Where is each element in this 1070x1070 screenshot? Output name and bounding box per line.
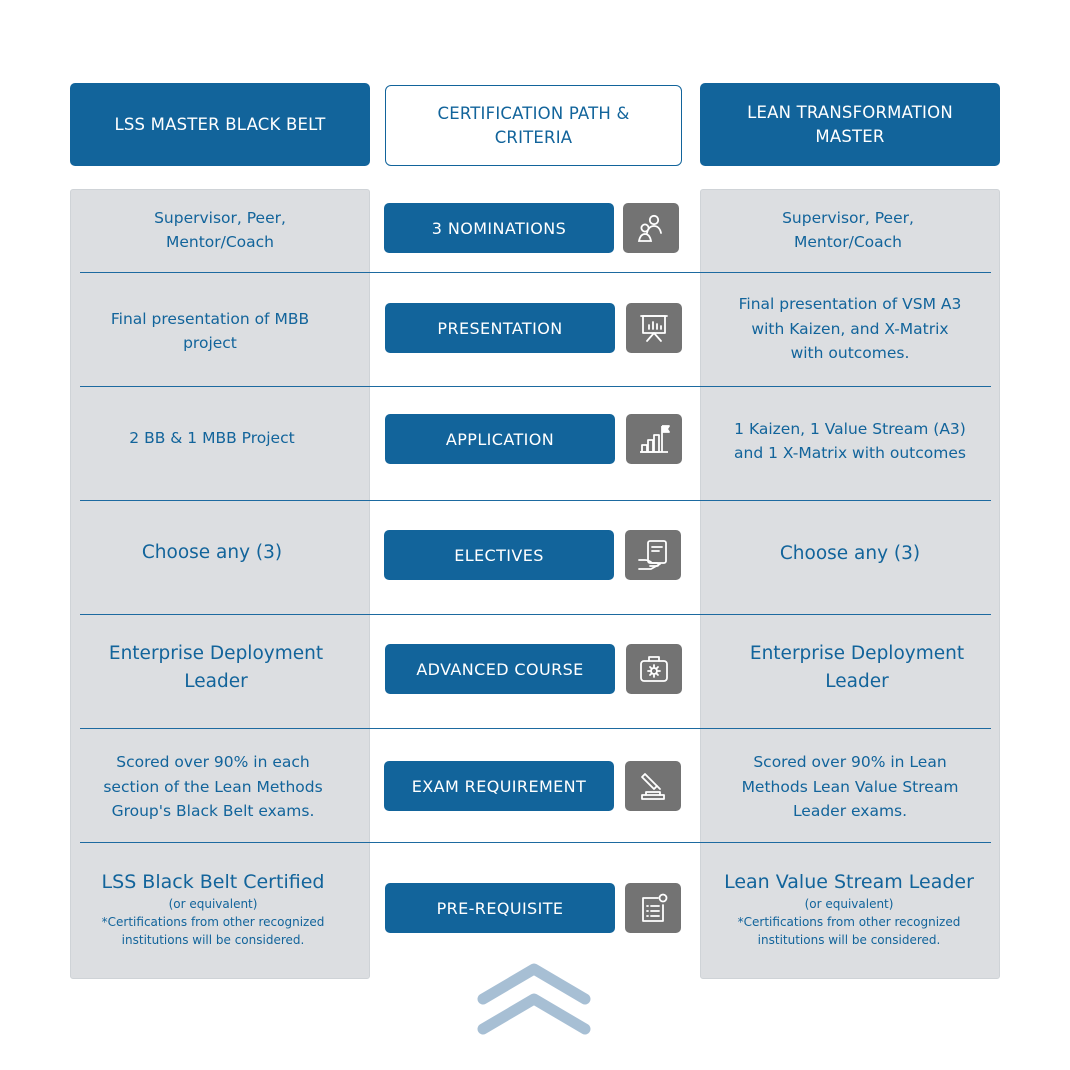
nominations-pill: 3 NOMINATIONS	[384, 203, 614, 253]
checklist-icon	[636, 891, 670, 925]
presentation-left-text: Final presentation of MBB project	[110, 309, 310, 352]
exam-pen-icon	[636, 769, 670, 803]
row-divider	[80, 386, 991, 387]
advanced-course-pill: ADVANCED COURSE	[385, 644, 615, 694]
header-right-line1: LEAN TRANSFORMATION	[747, 102, 953, 122]
row-divider	[80, 272, 991, 273]
prerequisite-right-title: Lean Value Stream Leader	[724, 871, 974, 893]
header-center-line1: CERTIFICATION PATH &	[437, 103, 630, 123]
header-left-label: LSS MASTER BLACK BELT	[114, 114, 326, 134]
prerequisite-left-title: LSS Black Belt Certified	[101, 871, 325, 893]
prerequisite-left-text: LSS Black Belt Certified (or equivalent) *Certifications from other recognized institutions will be considered.	[101, 871, 325, 947]
row-divider	[80, 842, 991, 843]
presentation-pill: PRESENTATION	[385, 303, 615, 353]
application-right-text: 1 Kaizen, 1 Value Stream (A3) and 1 X-Matrix with outcomes	[734, 419, 966, 462]
header-lss-master-black-belt	[70, 83, 370, 166]
advanced-course-right-text: Enterprise Deployment Leader	[749, 643, 965, 692]
electives-right-text: Choose any (3)	[779, 543, 921, 564]
exam-left-text: Scored over 90% in each section of the Lean Methods Group's Black Belt exams.	[103, 753, 323, 821]
hand-document-icon	[636, 538, 670, 572]
presentation-icon-box	[626, 303, 682, 353]
people-icon	[634, 211, 668, 245]
advanced-course-icon-box	[626, 644, 682, 694]
double-chevron-up-icon	[470, 955, 600, 1045]
prerequisite-right-text: Lean Value Stream Leader (or equivalent) *Certifications from other recognized institutions will be considered.	[724, 871, 974, 947]
row-divider	[80, 728, 991, 729]
electives-left-text: Choose any (3)	[141, 542, 283, 563]
application-left-text: 2 BB & 1 MBB Project	[129, 428, 295, 447]
presentation-right-text: Final presentation of VSM A3 with Kaizen, and X-Matrix with outcomes.	[738, 295, 962, 363]
exam-icon-box	[625, 761, 681, 811]
row-divider	[80, 500, 991, 501]
nominations-right-text: Supervisor, Peer, Mentor/Coach	[782, 208, 914, 251]
exam-right-text: Scored over 90% in Lean Methods Lean Value Stream Leader exams.	[741, 753, 959, 821]
header-right-line2: MASTER	[815, 126, 885, 146]
briefcase-gear-icon	[637, 652, 671, 686]
electives-pill: ELECTIVES	[384, 530, 614, 580]
bar-chart-flag-icon	[637, 422, 671, 456]
presentation-board-icon	[637, 311, 671, 345]
advanced-course-left-text: Enterprise Deployment Leader	[108, 643, 324, 692]
prerequisite-icon-box	[625, 883, 681, 933]
header-lean-transformation-master	[700, 83, 1000, 166]
row-divider	[80, 614, 991, 615]
electives-icon-box	[625, 530, 681, 580]
exam-requirement-pill: EXAM REQUIREMENT	[384, 761, 614, 811]
application-icon-box	[626, 414, 682, 464]
application-pill: APPLICATION	[385, 414, 615, 464]
nominations-icon-box	[623, 203, 679, 253]
nominations-left-text: Supervisor, Peer, Mentor/Coach	[154, 208, 286, 251]
prerequisite-pill: PRE-REQUISITE	[385, 883, 615, 933]
header-center-line2: CRITERIA	[494, 127, 573, 147]
header-certification-path	[385, 85, 682, 166]
